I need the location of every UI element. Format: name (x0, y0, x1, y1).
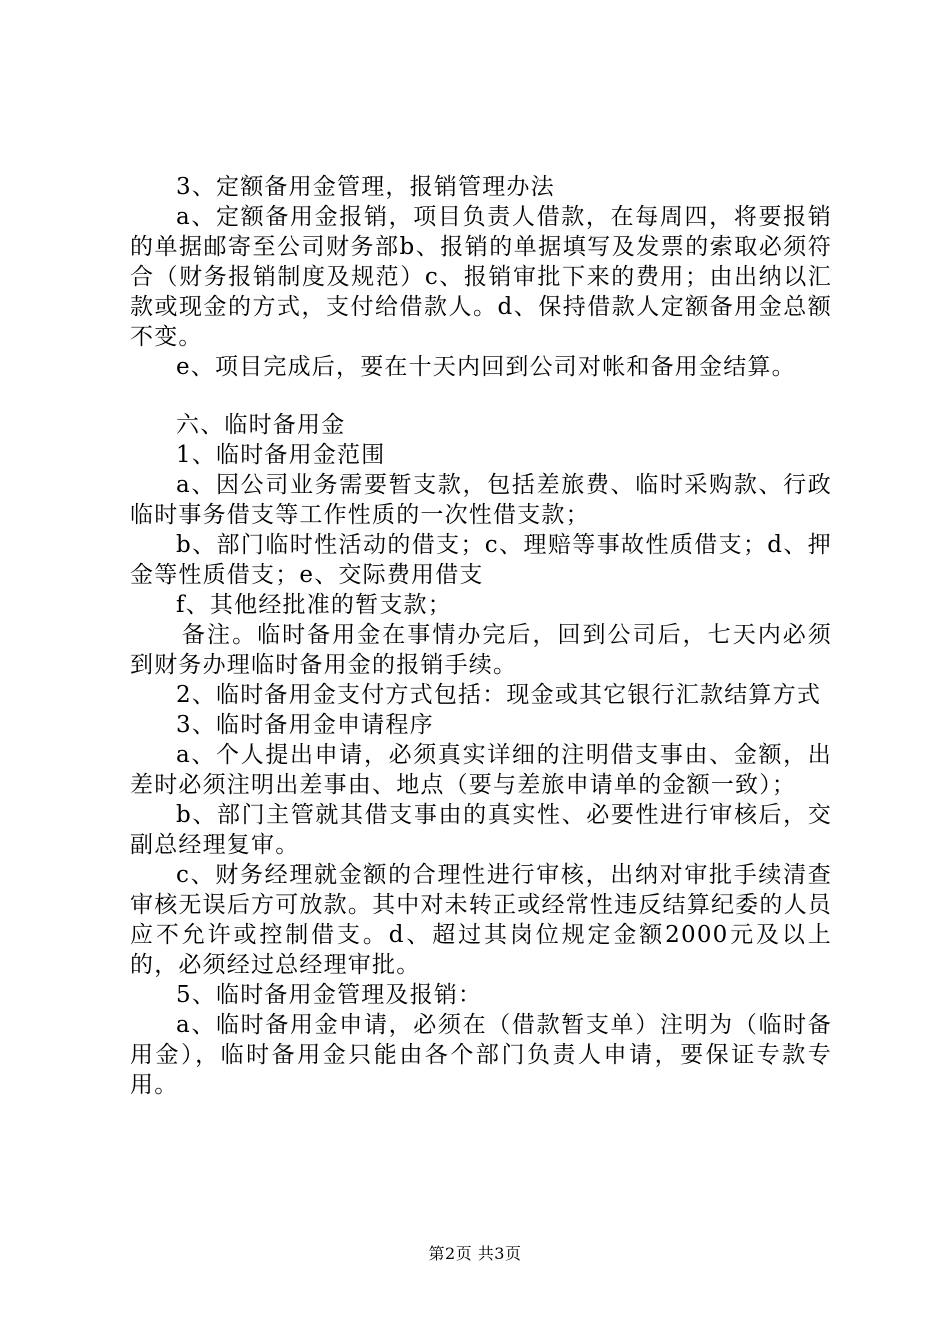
paragraph-note: 备注。临时备用金在事情办完后，回到公司后，七天内必须到财务办理临时备用金的报销手续。 (130, 622, 832, 678)
paragraph-heading-2: 2、临时备用金支付方式包括：现金或其它银行汇款结算方式 (176, 682, 822, 708)
page-number-footer: 第2页 共3页 (428, 1244, 522, 1263)
section-heading-6: 六、临时备用金 (176, 412, 346, 438)
paragraph-heading-3: 3、定额备用金管理，报销管理办法 (176, 174, 555, 200)
paragraph-heading-5: 5、临时备用金管理及报销： (176, 982, 483, 1008)
paragraph-heading-3b: 3、临时备用金申请程序 (176, 712, 434, 738)
paragraph-3a: a、定额备用金报销，项目负责人借款，在每周四，将要报销的单据邮寄至公司财务部b、报销的单据填写及发票的索取必须符合（财务报销制度及规范）c、报销审批下来的费用；由出纳以汇款或现金的方式，支付给借款人。d、保持借款人定额备用金总额不变。 (130, 204, 832, 350)
paragraph-1a: a、因公司业务需要暂支款，包括差旅费、临时采购款、行政临时事务借支等工作性质的一次性借支款； (130, 472, 832, 528)
paragraph-heading-1: 1、临时备用金范围 (176, 442, 386, 468)
paragraph-5a: a、临时备用金申请，必须在（借款暂支单）注明为（临时备用金），临时备用金只能由各个部门负责人申请，要保证专款专用。 (130, 1012, 832, 1098)
paragraph-3b-c: c、财务经理就金额的合理性进行审核，出纳对审批手续清查审核无误后方可放款。其中对未转正或经常性违反结算纪委的人员应不允许或控制借支。d、超过其岗位规定金额2000元及以上的，必须经过总经理审批。 (130, 862, 832, 978)
paragraph-3b-a: a、个人提出申请，必须真实详细的注明借支事由、金额，出差时必须注明出差事由、地点（要与差旅申请单的金额一致）； (130, 742, 832, 798)
paragraph-1f: f、其他经批准的暂支款； (176, 592, 452, 618)
paragraph-3e: e、项目完成后，要在十天内回到公司对帐和备用金结算。 (176, 354, 796, 380)
document-body (130, 172, 832, 1100)
paragraph-3b-b: b、部门主管就其借支事由的真实性、必要性进行审核后，交副总经理复审。 (130, 802, 832, 858)
paragraph-1b: b、部门临时性活动的借支；c、理赔等事故性质借支；d、押金等性质借支；e、交际费用借支 (130, 532, 832, 588)
